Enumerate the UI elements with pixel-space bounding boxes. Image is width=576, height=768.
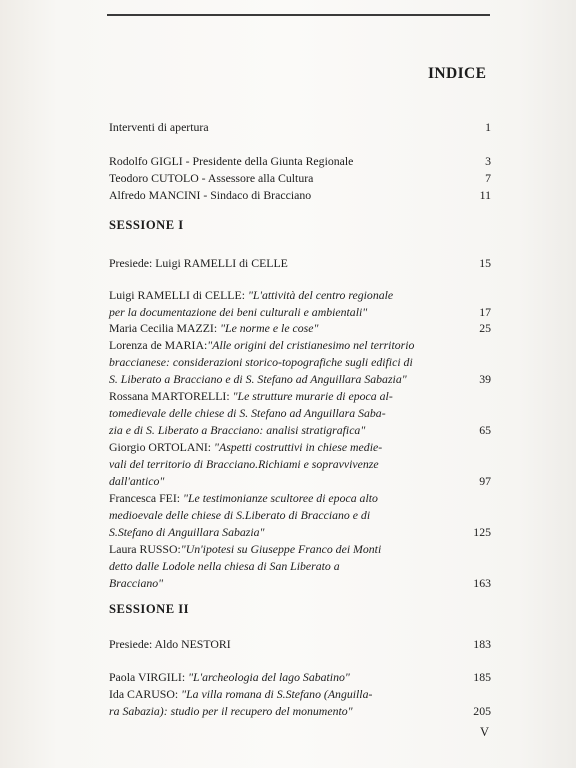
toc-entry: [109, 371, 491, 388]
toc-entry: [109, 541, 491, 558]
toc-entry-page: 183: [473, 637, 491, 651]
toc-entry: [109, 304, 491, 321]
toc-entry-text: Teodoro CUTOLO - Assessore alla Cultura: [109, 171, 314, 185]
toc-entry-title: "Aspetti costruttivi in chiese medie-: [214, 440, 383, 454]
toc-entry-page: 15: [479, 256, 491, 270]
toc-entry-page: 97: [479, 474, 491, 488]
toc-entry: [109, 524, 491, 541]
toc-entry: [109, 422, 491, 439]
toc-entry-text: Rodolfo GIGLI - Presidente della Giunta Regionale: [109, 154, 354, 168]
toc-entry-text: Alfredo MANCINI - Sindaco di Bracciano: [109, 188, 312, 202]
section-heading-2: SESSIONE II: [109, 602, 190, 616]
page-heading: INDICE: [428, 65, 487, 82]
toc-entry-text: Laura RUSSO:: [109, 542, 181, 556]
toc-entry: [109, 320, 491, 337]
toc-entry-title: braccianese: considerazioni storico-topografiche sugli edifici di: [109, 355, 413, 369]
toc-entry-page: 11: [479, 188, 491, 202]
toc-entry-text: Rossana MARTORELLI:: [109, 389, 233, 403]
toc-entry-text: Ida CARUSO:: [109, 687, 182, 701]
toc-entry-text: Presiede: Luigi RAMELLI di CELLE: [109, 256, 288, 270]
toc-entry: [109, 669, 491, 686]
toc-entry-text: Lorenza de MARIA:: [109, 338, 208, 352]
toc-entry: [109, 119, 491, 136]
toc-entry: [109, 337, 491, 354]
toc-entry-page: 205: [473, 704, 491, 718]
toc-entry-title: Bracciano": [109, 576, 164, 590]
toc-entry-title: "Le norme e le cose": [220, 321, 319, 335]
toc-entry: [109, 153, 491, 170]
toc-entry-text: Presiede: Aldo NESTORI: [109, 637, 231, 651]
toc-entry-title: "Le strutture murarie di epoca al-: [232, 389, 393, 403]
toc-entry-page: 17: [479, 305, 491, 319]
toc-entry: [109, 636, 491, 653]
toc-entry-title: ra Sabazia): studio per il recupero del monumento": [109, 704, 353, 718]
toc-entry-text: Maria Cecilia MAZZI:: [109, 321, 221, 335]
toc-entry-title: medioevale delle chiese di S.Liberato di Bracciano e di: [109, 508, 371, 522]
toc-entry-title: "L'archeologia del lago Sabatino": [188, 670, 350, 684]
toc-entry-title: zia e di S. Liberato a Bracciano: analisi stratigrafica": [109, 423, 366, 437]
toc-entry-title: "Alle origini del cristianesimo nel territorio: [207, 338, 415, 352]
toc-entry-title: "Le testimonianze scultoree di epoca alto: [183, 491, 378, 505]
toc-entry: [109, 187, 491, 204]
toc-entry: [109, 456, 491, 473]
toc-entry: [109, 473, 491, 490]
toc-entry-page: 125: [473, 525, 491, 539]
toc-entry: [109, 170, 491, 187]
toc-entry-page: 39: [479, 372, 491, 386]
toc-entry-title: S. Liberato a Bracciano e di S. Stefano ad Anguillara Sabazia": [109, 372, 407, 386]
toc-entry-page: 1: [485, 120, 491, 134]
toc-entry-text: Giorgio ORTOLANI:: [109, 440, 215, 454]
toc-entry-text: Interventi di apertura: [109, 120, 209, 134]
toc-entry: [109, 686, 491, 703]
toc-entry-title: tomedievale delle chiese di S. Stefano ad Anguillara Saba-: [109, 406, 386, 420]
toc-entry-title: dall'antico": [109, 474, 165, 488]
toc-entry: [109, 490, 491, 507]
toc-entry: [109, 405, 491, 422]
toc-entry: [109, 507, 491, 524]
toc-entry-page: 185: [473, 670, 491, 684]
toc-entry: [109, 388, 491, 405]
toc-entry-page: 7: [485, 171, 491, 185]
top-rule: [107, 14, 490, 16]
toc-entry: [109, 287, 491, 304]
toc-entry-page: 3: [485, 154, 491, 168]
toc-entry-title: "L'attività del centro regionale: [247, 288, 394, 302]
toc-entry-text: Francesca FEI:: [109, 491, 184, 505]
toc-entry: [109, 575, 491, 592]
toc-entry-title: S.Stefano di Anguillara Sabazia": [109, 525, 265, 539]
page-number: V: [480, 725, 490, 739]
toc-entry-page: 65: [479, 423, 491, 437]
toc-entry: [109, 703, 491, 720]
toc-entry: [109, 255, 491, 272]
toc-entry: [109, 558, 491, 575]
toc-entry: [109, 354, 491, 371]
toc-entry-title: vali del territorio di Bracciano.Richiami e sopravvivenze: [109, 457, 379, 471]
toc-entry-text: Luigi RAMELLI di CELLE:: [109, 288, 248, 302]
toc-entry-title: detto dalle Lodole nella chiesa di San Liberato a: [109, 559, 340, 573]
toc-entry: [109, 439, 491, 456]
section-heading-1: SESSIONE I: [109, 218, 184, 232]
toc-entry-title: "Un'ipotesi su Giuseppe Franco dei Monti: [180, 542, 382, 556]
toc-entry-title: "La villa romana di S.Stefano (Anguilla-: [181, 687, 373, 701]
toc-entry-page: 25: [479, 321, 491, 335]
toc-entry-title: per la documentazione dei beni culturali e ambientali": [109, 305, 368, 319]
toc-entry-page: 163: [473, 576, 491, 590]
toc-entry-text: Paola VIRGILI:: [109, 670, 189, 684]
